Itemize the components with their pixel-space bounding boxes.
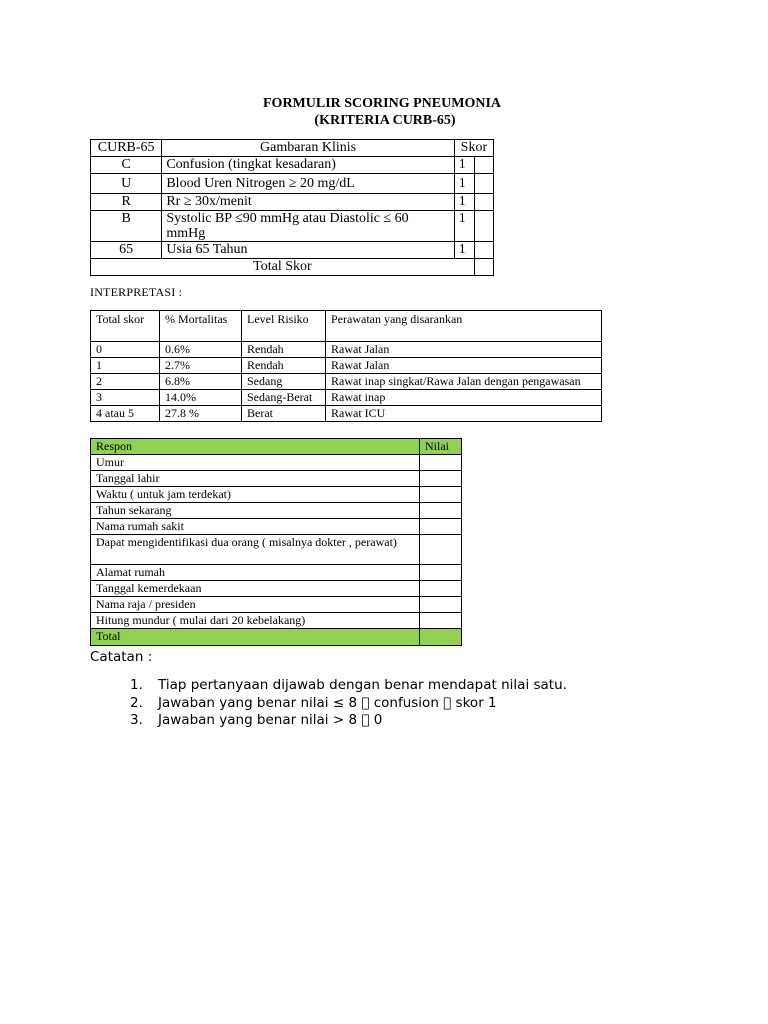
- interp-cell: 2.7%: [160, 358, 242, 374]
- catatan-item-text: Jawaban yang benar nilai ≤ 8 confusion skor 1: [158, 694, 472, 711]
- catatan-item: [130, 695, 567, 713]
- interp-header-risiko: Level Risiko: [242, 311, 326, 342]
- curb65-row: [91, 194, 494, 211]
- interp-cell: Rawat inap singkat/Rawa Jalan dengan pengawasan: [326, 374, 602, 390]
- catatan-item-text: Jawaban yang benar nilai > 8 0: [158, 712, 370, 728]
- interp-cell: 2: [91, 374, 160, 390]
- interp-cell: 1: [91, 358, 160, 374]
- curb65-desc: Systolic BP ≤90 mmHg atau Diastolic ≤ 60 mmHg: [162, 211, 454, 242]
- curb65-row: [91, 211, 494, 242]
- curb65-score: 1: [454, 194, 474, 211]
- respon-row: [91, 471, 462, 487]
- respon-row: [91, 455, 462, 471]
- respon-nilai-cell[interactable]: [420, 487, 462, 503]
- curb65-check-cell[interactable]: [474, 157, 493, 174]
- respon-nilai-cell[interactable]: [420, 455, 462, 471]
- respon-row: [91, 565, 462, 581]
- interp-row: [91, 390, 602, 406]
- respon-total-label: Total: [91, 629, 420, 646]
- respon-nilai-cell[interactable]: [420, 503, 462, 519]
- curb65-score: 1: [454, 242, 474, 259]
- interp-cell: 4 atau 5: [91, 406, 160, 422]
- interp-cell: Sedang-Berat: [242, 390, 326, 406]
- form-subtitle: (KRITERIA CURB-65): [314, 113, 456, 128]
- respon-nilai-cell[interactable]: [420, 581, 462, 597]
- curb65-score: 1: [454, 174, 474, 194]
- catatan-item: [130, 712, 567, 730]
- interp-header-total: Total skor: [91, 311, 160, 342]
- interp-header-perawatan: Perawatan yang disarankan: [326, 311, 602, 342]
- respon-item: Dapat mengidentifikasi dua orang ( misalnya dokter , perawat): [91, 535, 420, 565]
- curb65-total-row: [91, 259, 494, 276]
- interp-cell: Rawat inap: [326, 390, 602, 406]
- curb65-row: [91, 242, 494, 259]
- interp-cell: 27.8 %: [160, 406, 242, 422]
- catatan-item-number: 2.: [130, 694, 143, 711]
- respon-item: Umur: [91, 455, 420, 471]
- curb65-header-row: [91, 140, 494, 157]
- curb65-check-cell[interactable]: [474, 174, 493, 194]
- interp-cell: Berat: [242, 406, 326, 422]
- curb65-header-code: CURB-65: [91, 140, 162, 157]
- interp-row: [91, 342, 602, 358]
- interp-cell: Rawat Jalan: [326, 342, 602, 358]
- interp-row: [91, 374, 602, 390]
- respon-row: [91, 519, 462, 535]
- respon-nilai-cell[interactable]: [420, 597, 462, 613]
- curb65-code: B: [91, 211, 162, 242]
- respon-nilai-cell[interactable]: [420, 535, 462, 565]
- interp-cell: 0.6%: [160, 342, 242, 358]
- respon-row: [91, 503, 462, 519]
- respon-item: Nama rumah sakit: [91, 519, 420, 535]
- catatan-item: [130, 677, 567, 695]
- respon-header-nilai: Nilai: [420, 439, 462, 455]
- interp-cell: Rawat ICU: [326, 406, 602, 422]
- curb65-code: 65: [91, 242, 162, 259]
- curb65-desc: Blood Uren Nitrogen ≥ 20 mg/dL: [162, 174, 454, 194]
- curb65-desc: Usia 65 Tahun: [162, 242, 454, 259]
- interp-header-mortalitas: % Mortalitas: [160, 311, 242, 342]
- interp-cell: Rendah: [242, 342, 326, 358]
- curb65-check-cell[interactable]: [474, 242, 493, 259]
- respon-total-cell[interactable]: [420, 629, 462, 646]
- curb65-desc: Confusion (tingkat kesadaran): [162, 157, 454, 174]
- respon-item: Alamat rumah: [91, 565, 420, 581]
- curb65-code: U: [91, 174, 162, 194]
- respon-header-row: [91, 439, 462, 455]
- curb65-row: [91, 157, 494, 174]
- interpretation-table: [90, 310, 602, 422]
- respon-item: Tahun sekarang: [91, 503, 420, 519]
- respon-nilai-cell[interactable]: [420, 519, 462, 535]
- curb65-score: 1: [454, 211, 474, 242]
- interp-cell: 6.8%: [160, 374, 242, 390]
- respon-nilai-cell[interactable]: [420, 613, 462, 629]
- curb65-check-cell[interactable]: [474, 194, 493, 211]
- interp-cell: Rendah: [242, 358, 326, 374]
- interp-row: [91, 358, 602, 374]
- catatan-item-text: Tiap pertanyaan dijawab dengan benar mendapat nilai satu.: [158, 677, 567, 693]
- respon-row: [91, 535, 462, 565]
- respon-table: [90, 438, 462, 646]
- interp-cell: Rawat Jalan: [326, 358, 602, 374]
- interp-header-row: [91, 311, 602, 342]
- form-title: FORMULIR SCORING PNEUMONIA: [263, 96, 501, 111]
- curb65-desc: Rr ≥ 30x/menit: [162, 194, 454, 211]
- respon-item: Tanggal lahir: [91, 471, 420, 487]
- curb65-header-klinis: Gambaran Klinis: [162, 140, 454, 157]
- interp-cell: 3: [91, 390, 160, 406]
- respon-row: [91, 487, 462, 503]
- respon-total-row: [91, 629, 462, 646]
- curb65-row: [91, 174, 494, 194]
- respon-item: Hitung mundur ( mulai dari 20 kebelakang): [91, 613, 420, 629]
- catatan-list: [130, 677, 567, 730]
- catatan-item-number: 1.: [130, 677, 143, 693]
- curb65-code: R: [91, 194, 162, 211]
- interpretasi-heading: INTERPRETASI :: [90, 285, 183, 299]
- respon-row: [91, 613, 462, 629]
- catatan-item-number: 3.: [130, 712, 143, 728]
- curb65-score: 1: [454, 157, 474, 174]
- curb65-total-cell[interactable]: [474, 259, 493, 276]
- curb65-code: C: [91, 157, 162, 174]
- interp-row: [91, 406, 602, 422]
- curb65-check-cell[interactable]: [474, 211, 493, 242]
- curb65-total-label: Total Skor: [91, 259, 475, 276]
- interp-cell: Sedang: [242, 374, 326, 390]
- respon-row: [91, 581, 462, 597]
- interp-cell: 0: [91, 342, 160, 358]
- curb65-header-skor: Skor: [454, 140, 493, 157]
- respon-row: [91, 597, 462, 613]
- curb65-table: [90, 139, 494, 276]
- respon-nilai-cell[interactable]: [420, 565, 462, 581]
- respon-header-label: Respon: [91, 439, 420, 455]
- respon-item: Waktu ( untuk jam terdekat): [91, 487, 420, 503]
- respon-item: Nama raja / presiden: [91, 597, 420, 613]
- interp-cell: 14.0%: [160, 390, 242, 406]
- respon-nilai-cell[interactable]: [420, 471, 462, 487]
- respon-item: Tanggal kemerdekaan: [91, 581, 420, 597]
- catatan-label: Catatan :: [90, 649, 153, 665]
